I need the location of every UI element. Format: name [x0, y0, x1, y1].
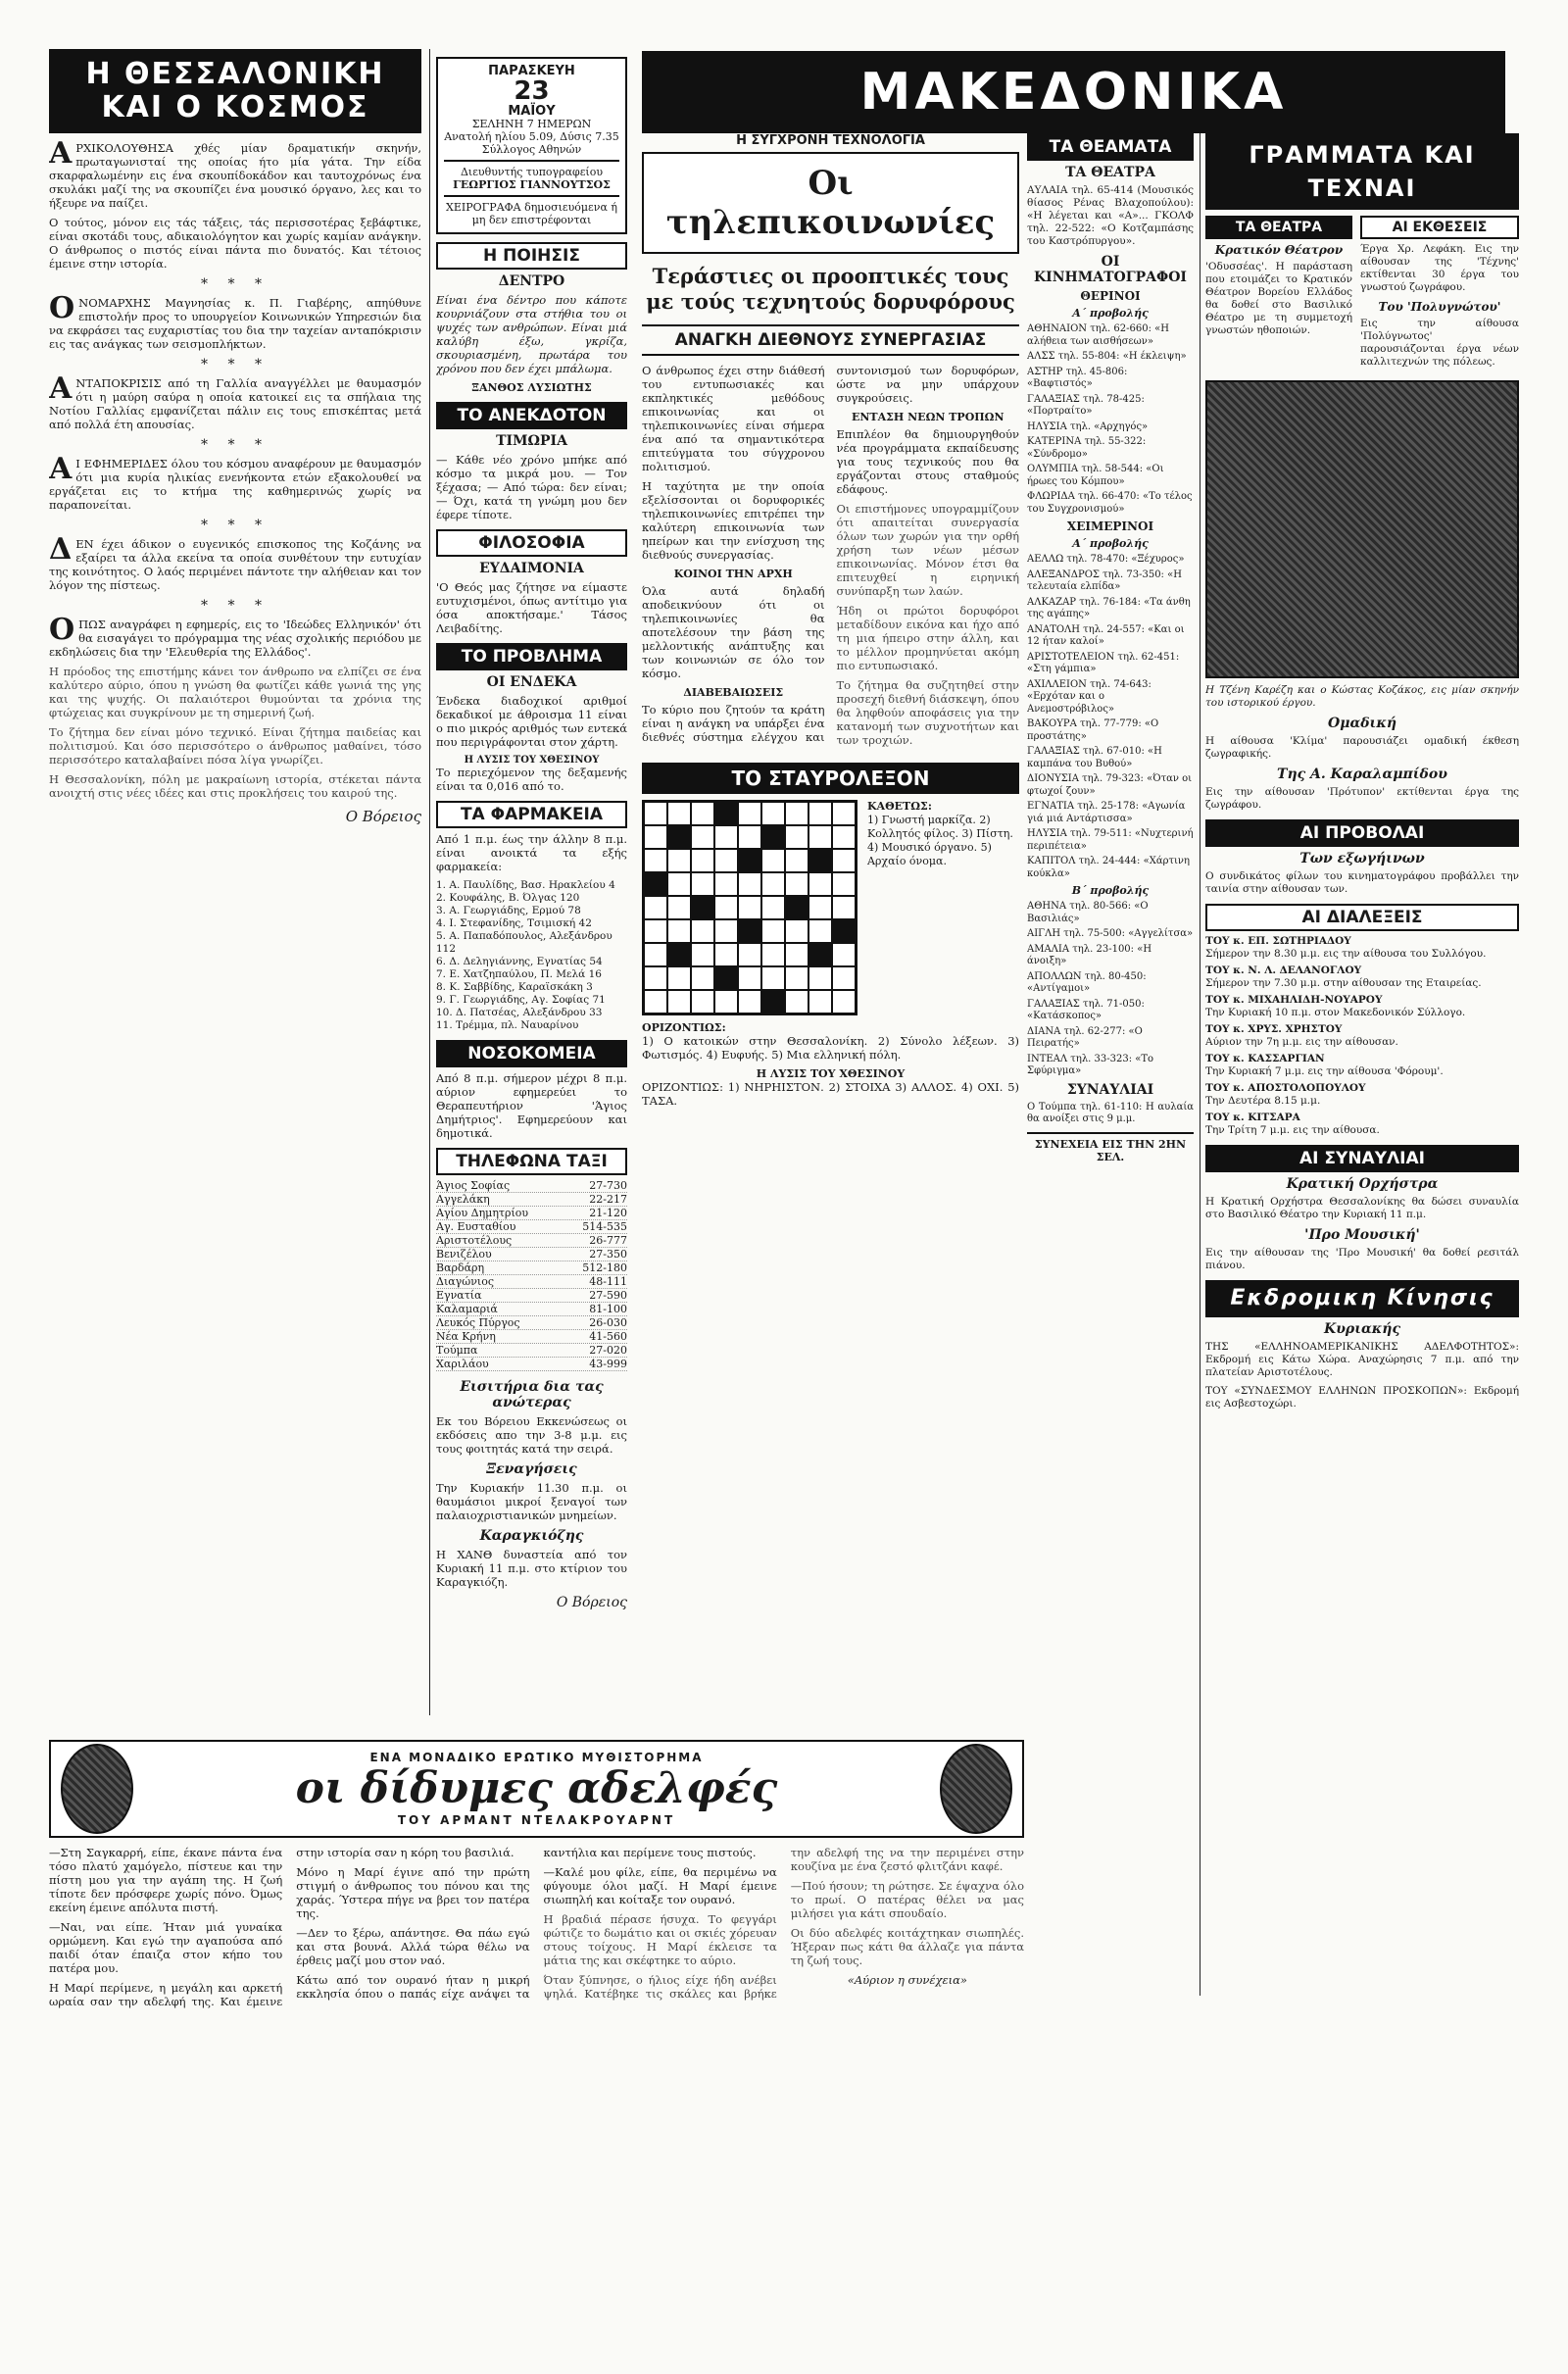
- lecture-item: ΤΟΥ κ. ΜΙΧΑΗΛΙΔΗ-ΝΟΥΑΡΟΥ Την Κυριακή 10 π.μ. στον Μακεδονικόν Σύλλογο.: [1205, 994, 1466, 1018]
- cinema-item: ΑΜΑΛΙΑ τηλ. 23-100: «Η άνοιξη»: [1027, 943, 1152, 966]
- editor-name: ΓΕΩΡΓΙΟΣ ΓΙΑΝΝΟΥΤΣΟΣ: [453, 178, 611, 191]
- karachristos-title: Της Α. Καραλαμπίδου: [1277, 767, 1447, 782]
- cinema-item: ΓΑΛΑΞΙΑΣ τηλ. 71-050: «Κατάσκοπος»: [1027, 998, 1145, 1021]
- philosophy-heading: ΦΙΛΟΣΟΦΙΑ: [436, 529, 627, 557]
- serial-p1: —Στη Σαγκαρρή, είπε, έκανε πάντα ένα τόσο πλατύ χαμόγελο, πίστευε και την πίστη μου για την αγάπη της. Η ζωή τίποτε δεν πρόσφερε χωρίς πόνο. Όμως εκείνη έμεινε απόλυτα πιστή.: [49, 1846, 283, 1914]
- second-run-label: Β΄ προβολής: [1071, 884, 1150, 897]
- pharmacy-item: 6. Δ. Δεληγιάννης, Εγνατίας 54: [436, 956, 603, 967]
- taxi-row: Άγιος Σοφίας 27-730: [436, 1179, 627, 1192]
- pharmacy-item: 5. Α. Παπαδόπουλος, Αλεξάνδρου 112: [436, 930, 612, 955]
- taxi-row: Αγ. Ευσταθίου 514-535: [436, 1220, 627, 1233]
- philosophy: 'Ο Θεός μας ζήτησε να είμαστε ευτυχισμένοι, όπως αντίτιμο για όσα αποκτήσαμε.' Τάσος Λειβαδίτης.: [436, 580, 627, 635]
- taxis-heading: ΤΗΛΕΦΩΝΑ ΤΑΞΙ: [436, 1148, 627, 1175]
- exhibitions-text: Έργα Χρ. Λεφάκη. Εις την αίθουσαν της 'Τέχνης' εκτίθενται 30 έργα του γνωστού ζωγράφου.: [1360, 243, 1519, 293]
- date-day: ΠΑΡΑΣΚΕΥΗ: [488, 64, 575, 78]
- filler-text: Η πρόοδος της επιστήμης κάνει τον άνθρωπο να ελπίζει σε ένα καλύτερο αύριο, όπου η γνώση θα φωτίζει κάθε γωνιά της γης και της ψυχής. Οι παλαιότεροι θυμούνται τα χρόνια της φτώχειας και συγκρίνουν με τη σημερινή ζωή.: [49, 665, 421, 719]
- article-body-2: Η ταχύτητα με την οποία εξελίσσονται οι δορυφορικές τηλεπικοινωνίες επιτρέπει την καλύτερη επικοινωνία των ηπείρων και την ενίσχυση της διεθνούς συνεργασίας.: [642, 479, 825, 562]
- cinema-item: ΑΡΙΣΤΟΤΕΛΕΙΟΝ τηλ. 62-451: «Στη γάμπια»: [1027, 651, 1180, 674]
- concerts-text: Η Κρατική Ορχήστρα Θεσσαλονίκης θα δώσει συναυλία στο Βασιλικό Θέατρο την Κυριακή 11 π.μ.: [1205, 1196, 1519, 1220]
- concerts-sub-2: 'Προ Μουσική': [1304, 1227, 1420, 1243]
- serial-p5: —Δεν το ξέρω, απάντησε. Θα πάω εγώ και στα βουνά. Αλλά τώρα θέλω να έρθεις μαζί μου στον ναό.: [296, 1926, 530, 1967]
- cinema-item: ΟΛΥΜΠΙΑ τηλ. 58-544: «Οι ήρωες του Κόμπου»: [1027, 464, 1164, 487]
- continued-notice: ΣΥΝΕΧΕΙΑ ΕΙΣ ΤΗΝ 2ΗΝ ΣΕΛ.: [1027, 1132, 1194, 1163]
- serial-kicker: ΕΝΑ ΜΟΝΑΔΙΚΟ ΕΡΩΤΙΚΟ ΜΥΘΙΣΤΟΡΗΜΑ: [369, 1751, 704, 1764]
- middle-signature: Ο Βόρειος: [556, 1595, 627, 1610]
- pharmacy-item: 9. Γ. Γεωργιάδης, Αγ. Σοφίας 71: [436, 994, 606, 1006]
- taxi-row: Αριστοτέλους 26-777: [436, 1234, 627, 1247]
- cinema-item: ΚΑΤΕΡΙΝΑ τηλ. 55-322: «Σύνδρομο»: [1027, 436, 1147, 460]
- cinema-item: ΑΝΑΤΟΛΗ τηλ. 24-557: «Και οι 12 ήταν καλοί»: [1027, 623, 1185, 647]
- excursion-text: ΤΗΣ «ΕΛΛΗΝΟΑΜΕΡΙΚΑΝΙΚΗΣ ΑΔΕΛΦΟΤΗΤΟΣ»: Εκδρομή εις Κάτω Χώρα. Αναχώρησις 7 π.μ. από την πλατείαν Αριστοτέλους.: [1205, 1341, 1519, 1378]
- info-text-3: Η ΧΑΝΘ δυναστεία από τον Κυριακή 11 π.μ. στο κτίριον του Καραγκιόζη.: [436, 1548, 627, 1589]
- pharmacy-list: [436, 879, 627, 1032]
- theatre-listing: ΑΥΛΑΙΑ τηλ. 65-414 (Μουσικός θίασος Ρένας Βλαχοπούλου): «Η λέγεται και «Α»... ΓΚΟΛΦ τηλ. 22-522: «Ο Κοτζαμπάσης του Καστρόπυργου».: [1027, 184, 1194, 247]
- article-body-4: Το κύριο που ζητούν τα κράτη είναι η ανάγκη να υπάρξει ένα διεθνές σύστημα ελέγχου και συντονισμού των δορυφόρων, ώστε να μην υπάρχουν συγκρούσεις.: [642, 364, 1019, 744]
- right-theatre-heading: ΤΑ ΘΕΑΤΡΑ: [1205, 216, 1352, 239]
- poem: Είναι ένα δέντρο που κάποτε κουρνιάζουν στα στήθια του οι ψυχές των ανθρώπων. Είναι μιά καλύβη έξω, γκρίζα, σκουριασμένη, πρωτάρα του χρόνου που δεν έχει μπάλωμα.: [436, 293, 627, 375]
- serial-p2: —Ναι, ναι είπε. Ήταν μιά γυναίκα ορμώμενη. Και εγώ την αγαπούσα από παιδί όταν έπαιζα στον κήπο του πατέρα μου.: [49, 1920, 283, 1975]
- anecdote-heading: ΤΟ ΑΝΕΚΔΟΤΟΝ: [436, 402, 627, 429]
- cinema-item: ΙΝΤΕΑΛ τηλ. 33-323: «Το Σφύριγμα»: [1027, 1053, 1154, 1076]
- summer-label: ΘΕΡΙΝΟΙ: [1080, 289, 1141, 303]
- serial-author: ΤΟΥ ΑΡΜΑΝΤ ΝΤΕΛΑΚΡΟΥΑΡΝΤ: [397, 1813, 676, 1827]
- winter-cinemas: [1027, 554, 1194, 880]
- taxi-row: Αγίου Δημητρίου 21-120: [436, 1207, 627, 1219]
- serial-continued: «Αύριον η συνέχεια»: [847, 1973, 967, 1987]
- philosophy-title: ΕΥΔΑΙΜΟΝΙΑ: [479, 561, 584, 576]
- article-headline: Οι τηλεπικοινωνίες: [665, 164, 996, 242]
- info-text: Εκ του Βόρειου Εκκενώσεως οι εκδόσεις απο την 3-8 μ.μ. εις τους φοιτητάς κατά την σειρά.: [436, 1414, 627, 1456]
- cinema-item: ΑΙΓΛΗ τηλ. 75-500: «Αγγελίτσα»: [1027, 928, 1194, 939]
- taxi-row: Λευκός Πύργος 26-030: [436, 1316, 627, 1329]
- problem-heading: ΤΟ ΠΡΟΒΛΗΜΑ: [436, 643, 627, 670]
- solution-label: Η ΛΥΣΙΣ ΤΟΥ ΧΘΕΣΙΝΟΥ: [464, 755, 600, 766]
- cinema-item: ΑΛΕΞΑΝΔΡΟΣ τηλ. 73-350: «Η τελευταία ελπίδα»: [1027, 569, 1182, 592]
- poet: ΞΑΝΘΟΣ ΛΥΣΙΩΤΗΣ: [471, 381, 592, 394]
- concerts-text-2: Εις την αίθουσαν της 'Προ Μουσική' θα δοθεί ρεσιτάλ πιάνου.: [1205, 1247, 1519, 1271]
- cinema-heading: ΟΙ ΚΙΝΗΜΑΤΟΓΡΑΦΟΙ: [1034, 254, 1187, 285]
- date-number: 23: [514, 76, 550, 106]
- article-kicker: Η ΣΥΓΧΡΟΝΗ ΤΕΧΝΟΛΟΓΙΑ: [736, 133, 925, 148]
- lecture-item: ΤΟΥ κ. ΚΑΣΣΑΡΓΙΑΝ Την Κυριακή 7 μ.μ. εις την αίθουσα 'Φόρουμ'.: [1205, 1053, 1444, 1077]
- concerts-sub: Κρατική Ορχήστρα: [1286, 1176, 1439, 1192]
- manuscripts-notice: ΧΕΙΡΟΓΡΑΦΑ δημοσιευόμενα ή μη δεν επιστρέφονται: [446, 201, 617, 226]
- taxi-row: Τούμπα 27-020: [436, 1344, 627, 1357]
- serial-banner: [49, 1740, 1024, 1838]
- filler-text: Οι δύο αδελφές κοιτάχτηκαν σιωπηλές. Ήξεραν πως κάτι θα άλλαζε για πάντα τη ζωή τους.: [790, 1926, 1024, 1967]
- separator-stars: * * *: [201, 437, 270, 453]
- omadiki-title: Ομαδική: [1328, 716, 1396, 731]
- article-body-5: Επιπλέον θα δημιουργηθούν νέα προγράμματα εκπαίδευσης για τους τεχνικούς που θα εργάζονται στους σταθμούς εδάφους.: [836, 427, 1019, 496]
- crossword-down: 1) Γνωστή μαρκίζα. 2) Κολλητός φίλος. 3) Πίστη. 4) Μουσικό όργανο. 5) Αρχαίο όνομα.: [867, 813, 1013, 867]
- taxi-row: Εγνατία 27-590: [436, 1289, 627, 1302]
- theatre-photo: [1205, 380, 1519, 678]
- left-para-3: ΟΝΟΜΑΡΧΗΣ Μαγνησίας κ. Π. Γιαβέρης, απηύθυνε επιστολήν προς το υπουργείον Κοινωνικών Υπηρεσιών δια να εκφράσει τας ευχαριστίας του δια την ταχείαν ανταπόκρισιν εις τας ανάγκας των σεισμοπλήκτων.: [49, 291, 421, 351]
- solution: Το περιεχόμενον της δεξαμενής είναι τα 0,016 από το.: [436, 766, 627, 793]
- date-month: ΜΑΪΟΥ: [508, 104, 556, 119]
- cinema-item: ΗΛΥΣΙΑ τηλ. 79-511: «Νυχτερινή περιπέτεια»: [1027, 828, 1194, 852]
- screenings-text: Ο συνδικάτος φίλων του κινηματογράφου προβάλλει την ταινία στην αίθουσαν των.: [1205, 870, 1519, 895]
- serial-title-block: [133, 1751, 940, 1827]
- separator-stars: * * *: [201, 598, 270, 614]
- serial-body: [49, 1846, 1024, 2008]
- article-body-3: Όλα αυτά δηλαδή αποδεικνύουν ότι οι τηλεπικοινωνίες θα αποτελέσουν την βάση της μελλοντικής ανάπτυξης και των κοινωνιών σε όλο τον κόσμο.: [642, 584, 825, 680]
- lecture-item: ΤΟΥ κ. ΚΙΤΣΑΡΑ Την Τρίτη 7 μ.μ. εις την αίθουσα.: [1205, 1112, 1380, 1136]
- article-body-1: Ο άνθρωπος έχει στην διάθεσή του εντυπωσιακές και εκπληκτικές μεθόδους επικοινωνίας και οι τηλεπικοινωνίες είναι σήμερα ένα από τα σημαντικότερα επιτεύγματα του σύγχρονου πολιτισμού.: [642, 364, 825, 473]
- left-signature: Ο Βόρειος: [345, 808, 421, 825]
- info-text-2: Την Κυριακήν 11.30 π.μ. οι θαυμάσιοι μικροί ξεναγοί των παλαιοχριστιανικών μνημείων.: [436, 1481, 627, 1522]
- crossword-across: 1) Ο κατοικών στην Θεσσαλονίκη. 2) Σύνολο λέξεων. 3) Φωτισμός. 4) Ευφυής. 5) Μια ελληνική πόλη.: [642, 1033, 1019, 1062]
- poetry-heading: Η ΠΟΙΗΣΙΣ: [436, 242, 627, 270]
- anecdote: — Κάθε νέο χρόνο μπήκε από κόσμο τα μικρά μου. — Τον ξέχασα; — Από τώρα: δεν είναι; — Όχι, κατά τη γνώμη μου δεν έφερε τίποτε.: [436, 453, 627, 521]
- pharmacy-item: 3. Α. Γεωργιάδης, Ερμού 78: [436, 905, 581, 916]
- concerts-heading: ΑΙ ΣΥΝΑΥΛΙΑΙ: [1205, 1145, 1519, 1172]
- lecture-item: ΤΟΥ κ. Ν. Λ. ΔΕΛΑΝΟΓΛΟΥ Σήμερον την 7.30 μ.μ. στην αίθουσαν της Εταιρείας.: [1205, 964, 1482, 989]
- filler-text: Οι επιστήμονες υπογραμμίζουν ότι απαιτείται συνεργασία όλων των χωρών για την ορθή χρήση των νέων μέσων επικοινωνίας. Μόνον έτσι θα επιτευχθεί η ειρηνική συνύπαρξη των λαών.: [836, 502, 1019, 598]
- separator-stars: * * *: [201, 518, 270, 533]
- taxi-row: Βενιζέλου 27-350: [436, 1248, 627, 1261]
- crossword-clues: [867, 800, 1019, 1015]
- shows-column: [1027, 133, 1194, 1996]
- taxi-row: Αγγελάκη 22-217: [436, 1193, 627, 1206]
- article-sub-1: ΚΟΙΝΟΙ ΤΗΝ ΑΡΧΗ: [673, 568, 793, 580]
- photo-caption: Η Τζένη Καρέζη και ο Κώστας Κοζάκος, εις μίαν σκηνήν του ιστορικού έργου.: [1205, 684, 1519, 709]
- taxi-list: [436, 1179, 627, 1371]
- filler-text: Το ζήτημα θα συζητηθεί στην προσεχή διεθνή διάσκεψη, όπου θα ληφθούν αποφάσεις για την κατανομή των συχνοτήτων και των τροχιών.: [836, 678, 1019, 747]
- main-article: [642, 133, 1019, 1604]
- polygnotos-text: Εις την αίθουσα 'Πολύγνωτος' παρουσιάζονται έργα νέων καλλιτεχνών της πόλεως.: [1360, 318, 1519, 368]
- portrait-illustration-left: [61, 1744, 133, 1834]
- lectures-list: [1205, 935, 1519, 1137]
- cinema-item: ΓΑΛΑΞΙΑΣ τηλ. 78-425: «Πορτραίτο»: [1027, 393, 1145, 417]
- filler-text: Η βραδιά πέρασε ήσυχα. Το φεγγάρι φώτιζε το δωμάτιο και οι σκιές χόρευαν στους τοίχους. Η Μαρί έκλεισε τα μάτια της και σκέφτηκε το αύριο.: [543, 1912, 777, 1967]
- left-para-7: ΟΠΩΣ αναγράφει η εφημερίς, εις το 'Ιδεώδες Ελληνικόν' ότι θα εισαγάγει το πρόγραμμα της νέας σχολικής περιόδου με εκδηλώσεις δια την 'Ελευθερία της Ελλάδος'.: [49, 613, 421, 659]
- excursion-sunday: Κυριακής: [1324, 1321, 1400, 1337]
- left-para-6: ΔΕΝ έχει άδικον ο ευγενικός επισκοπος της Κοζάνης να εξαίρει τα άλλα εκείνα τα οποία συνθέτουν την ευτυχίαν της κοινότητος. Ο λαός περιμένει πάντοτε την αλήθειαν και τον λόγον της πίστεως.: [49, 532, 421, 592]
- cinema-item: ΑΛΣΣ τηλ. 55-804: «Η έκλειψη»: [1027, 351, 1187, 362]
- winter-label: ΧΕΙΜΕΡΙΝΟΙ: [1066, 519, 1154, 533]
- pharmacy-intro: Από 1 π.μ. έως την άλλην 8 π.μ. είναι ανοικτά τα εξής φαρμακεία:: [436, 832, 627, 873]
- feast-day: Σύλλογος Αθηνών: [481, 143, 582, 156]
- filler-text: Ήδη οι πρώτοι δορυφόροι μεταδίδουν εικόνα και ήχο από τη μια ήπειρο στην άλλη, και το μέλλον προμηνύεται ακόμη πιο εντυπωσιακό.: [836, 604, 1019, 672]
- date-box: [436, 57, 627, 234]
- cinema-item: ΔΙΟΝΥΣΙΑ τηλ. 79-323: «Όταν οι φτωχοί ζουν»: [1027, 773, 1193, 797]
- polygnotos-title: Του 'Πολυγνώτου': [1378, 300, 1501, 314]
- crossword-block: [642, 800, 1019, 1015]
- filler-text: Όταν ξύπνησε, ο ήλιος είχε ήδη ανέβει ψηλά. Κατέβηκε τις σκάλες και βρήκε την αδελφή της να την περιμένει στην κουζίνα με ένα ζεστό φλιτζάνι καφέ.: [543, 1846, 1024, 2001]
- other-shows-heading: ΣΥΝΑΥΛΙΑΙ: [1066, 1081, 1154, 1098]
- cinema-item: ΑΣΤΗΡ τηλ. 45-806: «Βαφτιστός»: [1027, 366, 1128, 389]
- right-theatre-sub: Κρατικόν Θέατρον: [1214, 243, 1344, 257]
- cinema-item: ΑΠΟΛΛΩΝ τηλ. 80-450: «Αντίγαμοι»: [1027, 970, 1147, 994]
- crossword-solution-title: Η ΛΥΣΙΣ ΤΟΥ ΧΘΕΣΙΝΟΥ: [756, 1066, 906, 1080]
- right-theatre-text: 'Οδυσσέας'. Η παράσταση που ετοιμάζει το Κρατικόν Θέατρον Βορείου Ελλάδος θα δοθεί στο Βασιλικό Θέατρο με τη συμμετοχή γνωστών ηθοποιών.: [1205, 261, 1352, 336]
- karachristos-text: Εις την αίθουσαν 'Πρότυπον' εκτίθενται έργα της ζωγράφου.: [1205, 786, 1519, 811]
- cinema-item: ΑΛΚΑΖΑΡ τηλ. 76-184: «Τα άνθη της αγάπης»: [1027, 596, 1191, 619]
- pharmacy-item: 4. Ι. Στεφανίδης, Τσιμισκή 42: [436, 917, 592, 929]
- lecture-item: ΤΟΥ κ. ΕΠ. ΣΩΤΗΡΙΑΔΟΥ Σήμερον την 8.30 μ.μ. εις την αίθουσα του Συλλόγου.: [1205, 935, 1487, 960]
- excursion-heading: Εκδρομικη Κίνησις: [1205, 1280, 1519, 1317]
- serial-p3: Η Μαρί περίμενε, η μεγάλη και αρκετή ωραία σαν την αδελφή της. Και έμεινε στην ιστορία σαν η κόρη του βασιλιά.: [49, 1846, 514, 2008]
- pharmacy-item: 8. Κ. Σαββίδης, Καραϊσκάκη 3: [436, 981, 593, 993]
- serial-p4: Μόνο η Μαρί έγινε από την πρώτη στιγμή ο άνθρωπος του πόνου και της χαράς. Ύστερα πήγε να βρει τον πατέρα της.: [296, 1865, 530, 1920]
- right-top-row: [1205, 216, 1519, 374]
- info-heading-2: Ξεναγήσεις: [486, 1461, 577, 1477]
- taxi-row: Χαριλάου 43-999: [436, 1358, 627, 1370]
- moon-phase: ΣΕΛΗΝΗ 7 ΗΜΕΡΩΝ: [471, 118, 592, 130]
- exhibitions-heading: ΑΙ ΕΚΘΕΣΕΙΣ: [1360, 216, 1519, 239]
- exhibitions-box: [1360, 216, 1519, 374]
- cinema-item: ΑΕΛΛΩ τηλ. 78-470: «Ξέχυρος»: [1027, 554, 1185, 565]
- left-para-4: ΑΝΤΑΠΟΚΡΙΣΙΣ από τη Γαλλία αναγγέλλει με θαυμασμόν ότι η μαύρη σαύρα η οποία κατοικεί εις τα σπήλαια της Νοτίου Γαλλίας εμφανίζεται πάλιν εις τους επισκέπτας μετά από πολλά έτη απουσίας.: [49, 371, 421, 431]
- excursion-text-2: ΤΟΥ «ΣΥΝΔΕΣΜΟΥ ΕΛΛΗΝΩΝ ΠΡΟΣΚΟΠΩΝ»: Εκδρομή εις Ασβεστοχώρι.: [1205, 1385, 1519, 1410]
- cinema-item: ΚΑΠΙΤΟΛ τηλ. 24-444: «Χάρτινη κούκλα»: [1027, 856, 1190, 879]
- left-para-5: ΑΙ ΕΦΗΜΕΡΙΔΕΣ όλου του κόσμου αναφέρουν με θαυμασμόν ότι μια κυρία ηλικίας ενενήκοντα ετών εξακολουθεί να εργάζεται εις το κτήμα της καθημερινώς χωρίς να παραπονείται.: [49, 452, 421, 512]
- theatre-box: [1205, 216, 1352, 374]
- crossword-down-title: ΚΑΘΕΤΩΣ:: [867, 799, 932, 813]
- crossword-solution: ΟΡΙΖΟΝΤΙΩΣ: 1) ΝΗΡΗΙΣΤΟΝ. 2) ΣΤΟΙΧΑ 3) ΑΛΛΟΣ. 4) ΟΧΙ. 5) ΤΑΣΑ.: [642, 1079, 1019, 1108]
- cinema-item: ΒΑΚΟΥΡΑ τηλ. 77-779: «Ο προστάτης»: [1027, 718, 1159, 742]
- filler-text: —Πού ήσουν; τη ρώτησε. Σε έψαχνα όλο το πρωί. Ο πατέρας θέλει να μας μιλήσει για κάτι σπουδαίο.: [790, 1879, 1024, 1920]
- info-heading-3: Καραγκιόζης: [479, 1528, 584, 1544]
- lecture-item: ΤΟΥ κ. ΧΡΥΣ. ΧΡΗΣΤΟΥ Αύριον την 7η μ.μ. εις την αίθουσαν.: [1205, 1023, 1398, 1048]
- hospitals-heading: ΝΟΣΟΚΟΜΕΙΑ: [436, 1040, 627, 1067]
- first-run-label: Α΄ προβολής: [1072, 307, 1149, 320]
- pharmacy-heading: ΤΑ ΦΑΡΜΑΚΕΙΑ: [436, 801, 627, 828]
- second-cinemas: [1027, 901, 1194, 1078]
- cinema-item: ΓΑΛΑΞΙΑΣ τηλ. 67-010: «Η καμπάνα του Βυθού»: [1027, 746, 1162, 769]
- crossword-heading: ΤΟ ΣΤΑΥΡΟΛΕΞΟΝ: [642, 763, 1019, 794]
- middle-left-column: [436, 57, 627, 1723]
- summer-cinemas: [1027, 323, 1194, 516]
- cinema-item: ΑΧΙΛΛΕΙΟΝ τηλ. 74-643: «Ερχόταν και ο Ανεμοστρόβιλος»: [1027, 678, 1152, 715]
- separator-stars: * * *: [201, 276, 270, 292]
- theatre-heading: ΤΑ ΘΕΑΤΡΑ: [1065, 165, 1155, 180]
- taxi-row: Καλαμαριά 81-100: [436, 1303, 627, 1315]
- cinema-item: ΑΘΗΝΑ τηλ. 80-566: «Ο Βασιλιάς»: [1027, 901, 1149, 924]
- taxi-row: Νέα Κρήνη 41-560: [436, 1330, 627, 1343]
- winter-first-label: Α΄ προβολής: [1072, 537, 1149, 550]
- filler-text: Το ζήτημα δεν είναι μόνο τεχνικό. Είναι ζήτημα παιδείας και πολιτισμού. Και όσο περισσότερο ο άνθρωπος μαθαίνει, τόσο περισσότερο καταλαβαίνει πόσα λίγα γνωρίζει.: [49, 725, 421, 767]
- article-subdeck: ΑΝΑΓΚΗ ΔΙΕΘΝΟΥΣ ΣΥΝΕΡΓΑΣΙΑΣ: [642, 324, 1019, 356]
- article-headline-box: [642, 152, 1019, 254]
- serial-title: οι δίδυμες αδελφές: [295, 1763, 778, 1813]
- letters-arts-heading: ΓΡΑΜΜΑΤΑ ΚΑΙ ΤΕΧΝΑΙ: [1205, 133, 1519, 210]
- column-rule: [429, 49, 430, 1715]
- lecture-item: ΤΟΥ κ. ΑΠΟΣΤΟΛΟΠΟΥΛΟΥ Την Δευτέρα 8.15 μ.μ.: [1205, 1082, 1366, 1107]
- screenings-heading: ΑΙ ΠΡΟΒΟΛΑΙ: [1205, 819, 1519, 847]
- crossword-grid: [642, 800, 858, 1015]
- article-sub-3: ΕΝΤΑΣΗ ΝΕΩΝ ΤΡΟΠΩΝ: [851, 411, 1004, 423]
- problem-title: ΟΙ ΕΝΔΕΚΑ: [486, 674, 577, 690]
- pharmacy-item: 2. Κουφάλης, Β. Όλγας 120: [436, 892, 580, 904]
- poetry-title: ΔΕΝΤΡΟ: [498, 273, 565, 289]
- pharmacy-item: 7. Ε. Χατζηπαύλου, Π. Μελά 16: [436, 968, 602, 980]
- taxi-row: Διαγώνιος 48-111: [436, 1275, 627, 1288]
- hospitals: Από 8 π.μ. σήμερον μέχρι 8 π.μ. αύριον εφημερεύει το Θεραπευτήριον 'Άγιος Δημήτριος'. Εφημερεύουν και δημοτικά.: [436, 1071, 627, 1140]
- shows-heading: ΤΑ ΘΕΑΜΑΤΑ: [1027, 133, 1194, 161]
- right-column: [1205, 133, 1519, 2270]
- cinema-item: ΗΛΥΣΙΑ τηλ. «Αρχηγός»: [1027, 420, 1149, 432]
- omadiki-text: Η αίθουσα 'Κλίμα' παρουσιάζει ομαδική έκθεση ζωγραφικής.: [1205, 735, 1519, 760]
- serial-p7: —Καλέ μου φίλε, είπε, θα περιμένω να φύγουμε όλοι μαζί. Η Μαρί έμεινε σιωπηλή και κοίταξε τον ουρανό.: [543, 1865, 777, 1906]
- cinema-item: ΦΛΩΡΙΔΑ τηλ. 66-470: «Το τέλος του Συγχρονισμού»: [1027, 491, 1193, 515]
- serial-section: [49, 1740, 1024, 2328]
- sunrise: Ανατολή ηλίου 5.09, Δύσις 7.35: [444, 130, 619, 143]
- taxi-row: Βαρδάρη 512-180: [436, 1261, 627, 1274]
- left-para-2: Ο τούτος, μόνον εις τάς τάξεις, τάς περισσοτέρας ξεβάφτικε, είναι σκοτάδι τους, αδικαιολόγητον και χωρίς καμίαν ανάγκην. Ο άνθρωπος ο πιστός είναι πάντα πιο δυνατός. Και τέτοιος έμεινε στην ιστορία.: [49, 216, 421, 271]
- paper-masthead: ΜΑΚΕΔΟΝΙΚΑ: [642, 51, 1505, 133]
- other-shows: Ο Τούμπα τηλ. 61-110: Η αυλαία θα ανοίξει στις 9 μ.μ.: [1027, 1101, 1194, 1124]
- article-body: [642, 364, 1019, 749]
- cinema-item: ΔΙΑΝΑ τηλ. 62-277: «Ο Πειρατής»: [1027, 1025, 1143, 1049]
- article-deck: Τεράστιες οι προοπτικές τους με τούς τεχνητούς δορυφόρους: [646, 264, 1015, 314]
- pharmacy-item: 1. Α. Παυλίδης, Βασ. Ηρακλείου 4: [436, 879, 615, 891]
- crossword-across-title: ΟΡΙΖΟΝΤΙΩΣ:: [642, 1020, 726, 1034]
- editor-label: Διευθυντής τυπογραφείου: [460, 166, 604, 178]
- serial-p6: Κάτω από τον ουρανό ήταν η μικρή εκκλησία όπου ο παπάς είχε ανάψει τα καντήλια και περίμενε τους πιστούς.: [296, 1846, 757, 2001]
- screenings-title: Των εξωγήινων: [1299, 851, 1425, 866]
- portrait-illustration-right: [940, 1744, 1012, 1834]
- anecdote-title: ΤΙΜΩΡΙΑ: [496, 433, 567, 449]
- pharmacy-item: 10. Δ. Πατσέας, Αλεξάνδρου 33: [436, 1007, 603, 1018]
- article-sub-2: ΔΙΑΒΕΒΑΙΩΣΕΙΣ: [683, 686, 784, 699]
- pharmacy-item: 11. Τρέμμα, πλ. Ναυαρίνου: [436, 1019, 579, 1031]
- filler-text: Η Θεσσαλονίκη, πόλη με μακραίωνη ιστορία, στέκεται πάντα ανοιχτή στις νέες ιδέες και στις προκλήσεις του καιρού της.: [49, 772, 421, 800]
- info-heading: Εισιτήρια δια τας ανώτερας: [460, 1379, 604, 1410]
- cinema-item: ΕΓΝΑΤΙΑ τηλ. 25-178: «Αγωνία γιά μιά Αντάρτισσα»: [1027, 801, 1186, 824]
- problem: Ένδεκα διαδοχικοί αριθμοί δεκαδικοί με άθροισμα 11 είναι ο πιο μικρός αριθμός των εντεκά που περιγράφονται στον χάρτη.: [436, 694, 627, 749]
- left-column: [49, 49, 421, 1735]
- left-para-1: ΑΡΧΙΚΟΛΟΥΘΗΣΑ χθές μίαν δραματικήν σκηνήν, πρωταγωνισταί της οποίας ήτο μία γάτα. Την είδα σκαρφαλωμένην εις ένα σκουπίδοκάδον και ταυτοχρόνως ένα σκυλάκι μαζί της να σκουπίζει ένα μουσικό όργανο, λες και το ήξευρε να παίζει.: [49, 136, 421, 210]
- cinema-item: ΑΘΗΝΑΙΟΝ τηλ. 62-660: «Η αλήθεια των αισθήσεων»: [1027, 323, 1169, 347]
- lectures-heading: ΑΙ ΔΙΑΛΕΞΕΙΣ: [1205, 904, 1519, 931]
- separator-stars: * * *: [201, 357, 270, 372]
- left-title: Η ΘΕΣΣΑΛΟΝΙΚΗ ΚΑΙ Ο ΚΟΣΜΟΣ: [49, 49, 421, 133]
